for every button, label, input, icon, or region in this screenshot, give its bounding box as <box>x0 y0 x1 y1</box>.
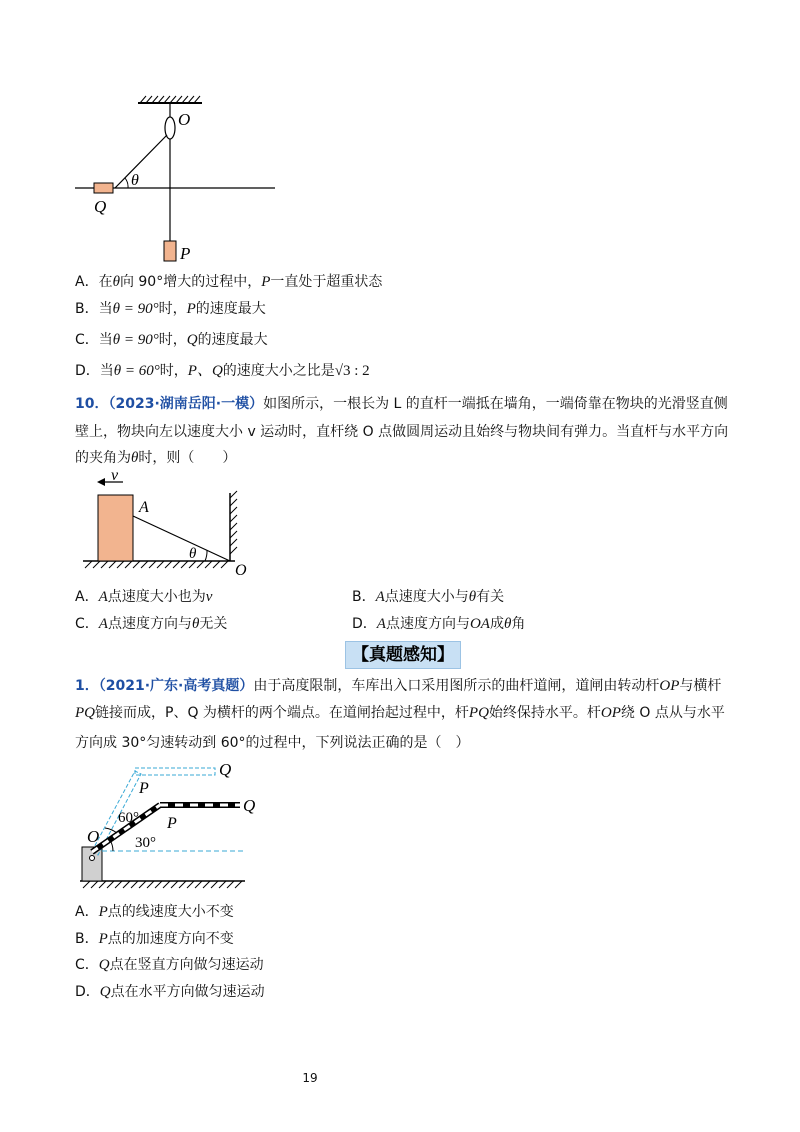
block-rod-figure <box>75 468 260 580</box>
q1-stem-line1: 1．（2021·广东·高考真题）由于高度限制，车库出入口采用图所示的曲杆道闸，道闸由转动杆OP与横杆 <box>75 678 722 694</box>
label-P-upper: P <box>139 780 149 797</box>
q10-stem-line2: 壁上，物块向左以速度大小 v 运动时，直杆绕 O 点做圆周运动且始终与物块间有弹力。当直杆与水平方向 <box>75 424 729 440</box>
label-60deg: 60° <box>118 810 139 826</box>
label-P: P <box>180 244 191 263</box>
label-A: A <box>139 499 149 516</box>
label-O: O <box>235 562 247 579</box>
q10-option-d: D．A点速度方向与OA成θ角 <box>352 616 526 632</box>
q10-stem-line1: 10．（2023·湖南岳阳·一模）如图所示，一根长为 L 的直杆一端抵在墙角，一端倚靠在物块的光滑竖直侧 <box>75 396 728 412</box>
label-30deg: 30° <box>135 835 156 851</box>
q1-option-a: A．P点的线速度大小不变 <box>75 904 234 920</box>
q10-stem-line3: 的夹角为θ时，则（ ） <box>75 450 237 466</box>
q1-option-b: B．P点的加速度方向不变 <box>75 931 234 947</box>
q9-option-b: B．当θ = 90°时，P的速度最大 <box>75 301 266 317</box>
q10-option-c: C．A点速度方向与θ无关 <box>75 616 228 632</box>
pulley-figure <box>70 95 290 270</box>
label-Q-lower: Q <box>243 796 256 815</box>
label-O: O <box>178 110 191 129</box>
q1-stem-line3: 方向成 30°匀速转动到 60°的过程中，下列说法正确的是（ ） <box>75 735 470 751</box>
q1-option-d: D．Q点在水平方向做匀速运动 <box>75 984 265 1000</box>
page-number: 19 <box>302 1071 318 1085</box>
q10-option-a: A．A点速度大小也为v <box>75 589 213 605</box>
q10-option-b: B．A点速度大小与θ有关 <box>352 589 505 605</box>
q9-option-c: C．当θ = 90°时，Q的速度最大 <box>75 332 268 348</box>
label-Q: Q <box>94 197 107 216</box>
q1-stem-line2: PQ链接而成，P、Q 为横杆的两个端点。在道闸抬起过程中，杆PQ始终保持水平。杆OP绕 O 点从与水平 <box>75 705 725 721</box>
q9-option-a: A．在θ向 90°增大的过程中，P一直处于超重状态 <box>75 274 383 290</box>
label-v: v <box>111 468 119 484</box>
section-title: 【真题感知】 <box>345 641 461 669</box>
label-Q-upper: Q <box>219 760 232 779</box>
gate-arm-figure <box>75 755 275 890</box>
q9-option-d: D．当θ = 60°时，P、Q的速度大小之比是√3 : 2 <box>75 363 370 379</box>
label-O: O <box>87 827 100 846</box>
label-theta: θ <box>189 546 197 562</box>
label-P-lower: P <box>167 815 177 832</box>
label-theta: θ <box>131 172 139 189</box>
q1-option-c: C．Q点在竖直方向做匀速运动 <box>75 957 264 973</box>
